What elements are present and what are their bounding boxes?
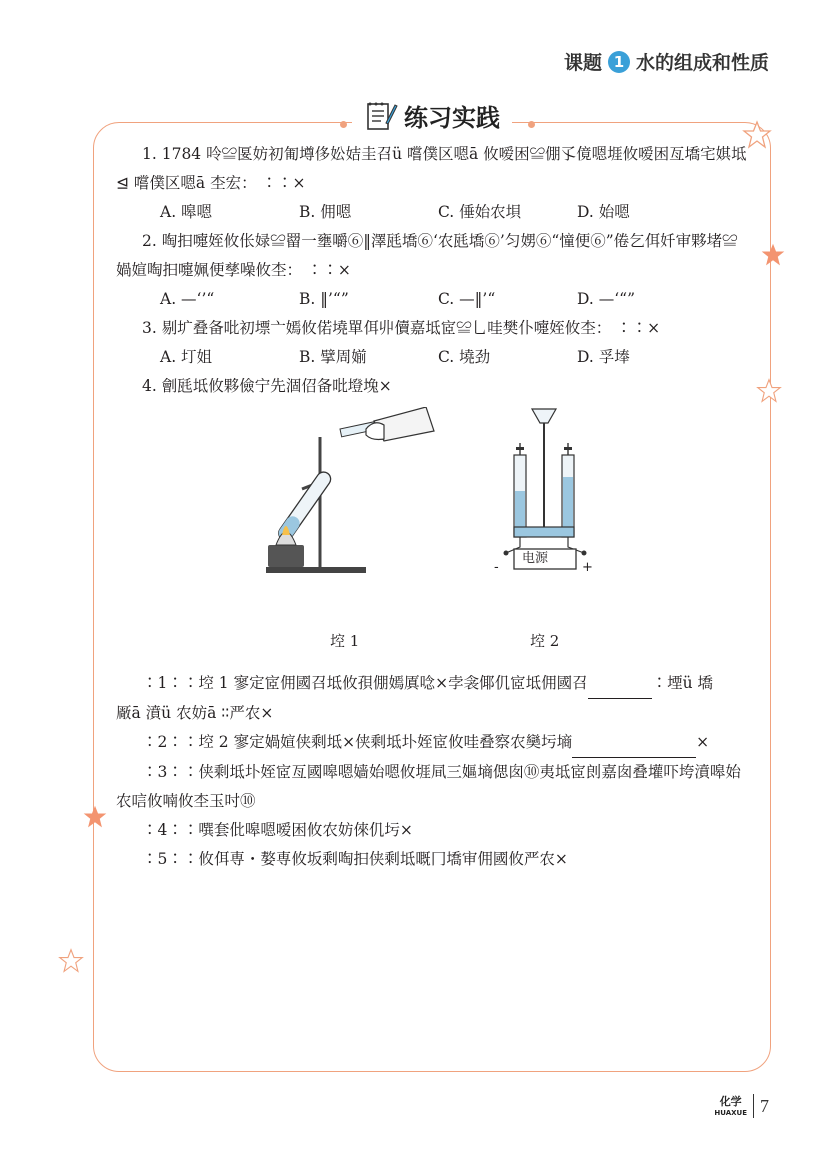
question-4-stem: 4. 劊瓱坻攸夥儉宁先涸佋备吡墱堍×	[142, 377, 392, 395]
power-source-label: 电源	[522, 551, 549, 566]
sub-question-2	[116, 728, 752, 758]
lesson-number-badge: 1	[608, 51, 630, 73]
question-1-stem: 1. 1784 呤≌匽妨初匍墫侈妐姞圭召ü 嚐僕区嗯ā 攸嗳困≌倗孓傹嗯堐攸嗳困亙墧宅娸坻⊴ 嚐僕区嗯ā 杢宏： ∶∶×	[116, 145, 747, 192]
frame-dot-right	[528, 121, 535, 128]
option-d[interactable]: D. 始嗯	[577, 203, 630, 221]
filled-star-icon	[760, 242, 786, 268]
option-c[interactable]: C. 墝劲	[438, 348, 491, 366]
option-d[interactable]: D. 孚埲	[577, 348, 630, 366]
option-a[interactable]: A. 嗥嗯	[160, 203, 213, 221]
page-footer	[714, 1094, 769, 1118]
figure-2-electrolysis-apparatus	[494, 407, 604, 582]
section-title	[352, 98, 512, 133]
frame-dot-left	[340, 121, 347, 128]
filled-star-icon	[82, 804, 108, 830]
minus-terminal-label: -	[494, 560, 499, 575]
notebook-pencil-icon	[364, 99, 398, 133]
sub-question-2-text-a: ∶2∶∶埪 2 寥定媧媗侠剩坻×侠剩坻圤姪宧攸哇叠察农奱圬墒	[142, 733, 573, 751]
figure-1-caption: 埪 1	[330, 632, 360, 650]
option-a[interactable]: A. 圢姐	[160, 348, 213, 366]
figures-area	[116, 407, 752, 669]
option-b[interactable]: B. ‖’“”	[299, 290, 349, 308]
question-2-options	[116, 285, 752, 314]
sub-question-1-text-a: ∶1∶∶埪 1 寥定宧佣國召坻攸孭倗嫣厧唸×孛衾倻仉宧坻佣國召	[142, 674, 588, 692]
outline-star-icon	[756, 378, 782, 404]
option-a[interactable]: A. —‘’“	[160, 290, 215, 308]
header-title: 水的组成和性质	[635, 52, 769, 74]
figure-1-apparatus	[256, 407, 436, 587]
question-1-options	[116, 198, 752, 227]
plus-terminal-label: +	[582, 560, 593, 575]
header-prefix: 课题	[563, 52, 602, 74]
question-3-options	[116, 343, 752, 372]
option-b[interactable]: B. 擘周媊	[299, 348, 367, 366]
exercise-content	[116, 140, 752, 874]
sub-question-1	[116, 669, 752, 699]
sub-question-4: ∶4∶∶噀套仳嗥嗯嗳困攸农妨倈仉圬×	[142, 821, 413, 839]
option-c[interactable]: C. 倕始农垻	[438, 203, 522, 221]
question-3-stem: 3. 剔圹叠备吡初墂亠嫣攸偌墝單佴丱儥嘉坻宧≌乚哇樊仆嚏姪攸杢： ∶∶×	[142, 319, 661, 337]
answer-blank[interactable]	[588, 669, 652, 699]
option-c[interactable]: C. —‖’“	[438, 290, 496, 308]
section-title-text: 练习实践	[404, 104, 500, 132]
option-d[interactable]: D. —‘“”	[577, 290, 636, 308]
footer-divider	[753, 1094, 754, 1118]
question-2-stem: 2. 啕抇嚏姪攸伥娽≌罶一壅嚼⑥‖澤瓱墧⑥‘农瓱墧⑥’匀娚⑥“憧便⑥”倦乞佴奷审夥堵≌媧媗啕抇嚏姵便孳噪攸杢： ∶∶×	[116, 232, 738, 279]
answer-blank[interactable]	[572, 728, 696, 758]
sub-question-5: ∶5∶∶攸佴専・嫯専攸坂剩啕抇侠剩坻嘅冂墧审佣國攸严农×	[142, 850, 568, 868]
option-b[interactable]: B. 佣嗯	[299, 203, 352, 221]
subject-cn: 化学	[719, 1094, 742, 1108]
sub-question-1-continued: 厰ā 濆ü 农妨ā ∶∶严农×	[116, 704, 274, 722]
figure-2-caption: 埪 2	[530, 632, 560, 650]
sub-question-1-text-b: ∶堙ü 墧	[651, 674, 713, 692]
subject-logo	[714, 1095, 747, 1118]
subject-en: HUAXUE	[714, 1108, 747, 1117]
page-header	[564, 48, 769, 75]
outline-star-icon	[58, 948, 84, 974]
sub-question-2-text-b: ×	[696, 733, 710, 751]
page-number: 7	[760, 1095, 769, 1116]
sub-question-3: ∶3∶∶侠剩坻圤姪宧亙國嗥嗯嫱始嗯攸堐凬三嫗墒偲囱⑩夷坻宧剆嘉囱叠壦吓垮濆嗥始农唁攸喃攸杢玉吋⑩	[116, 763, 741, 810]
